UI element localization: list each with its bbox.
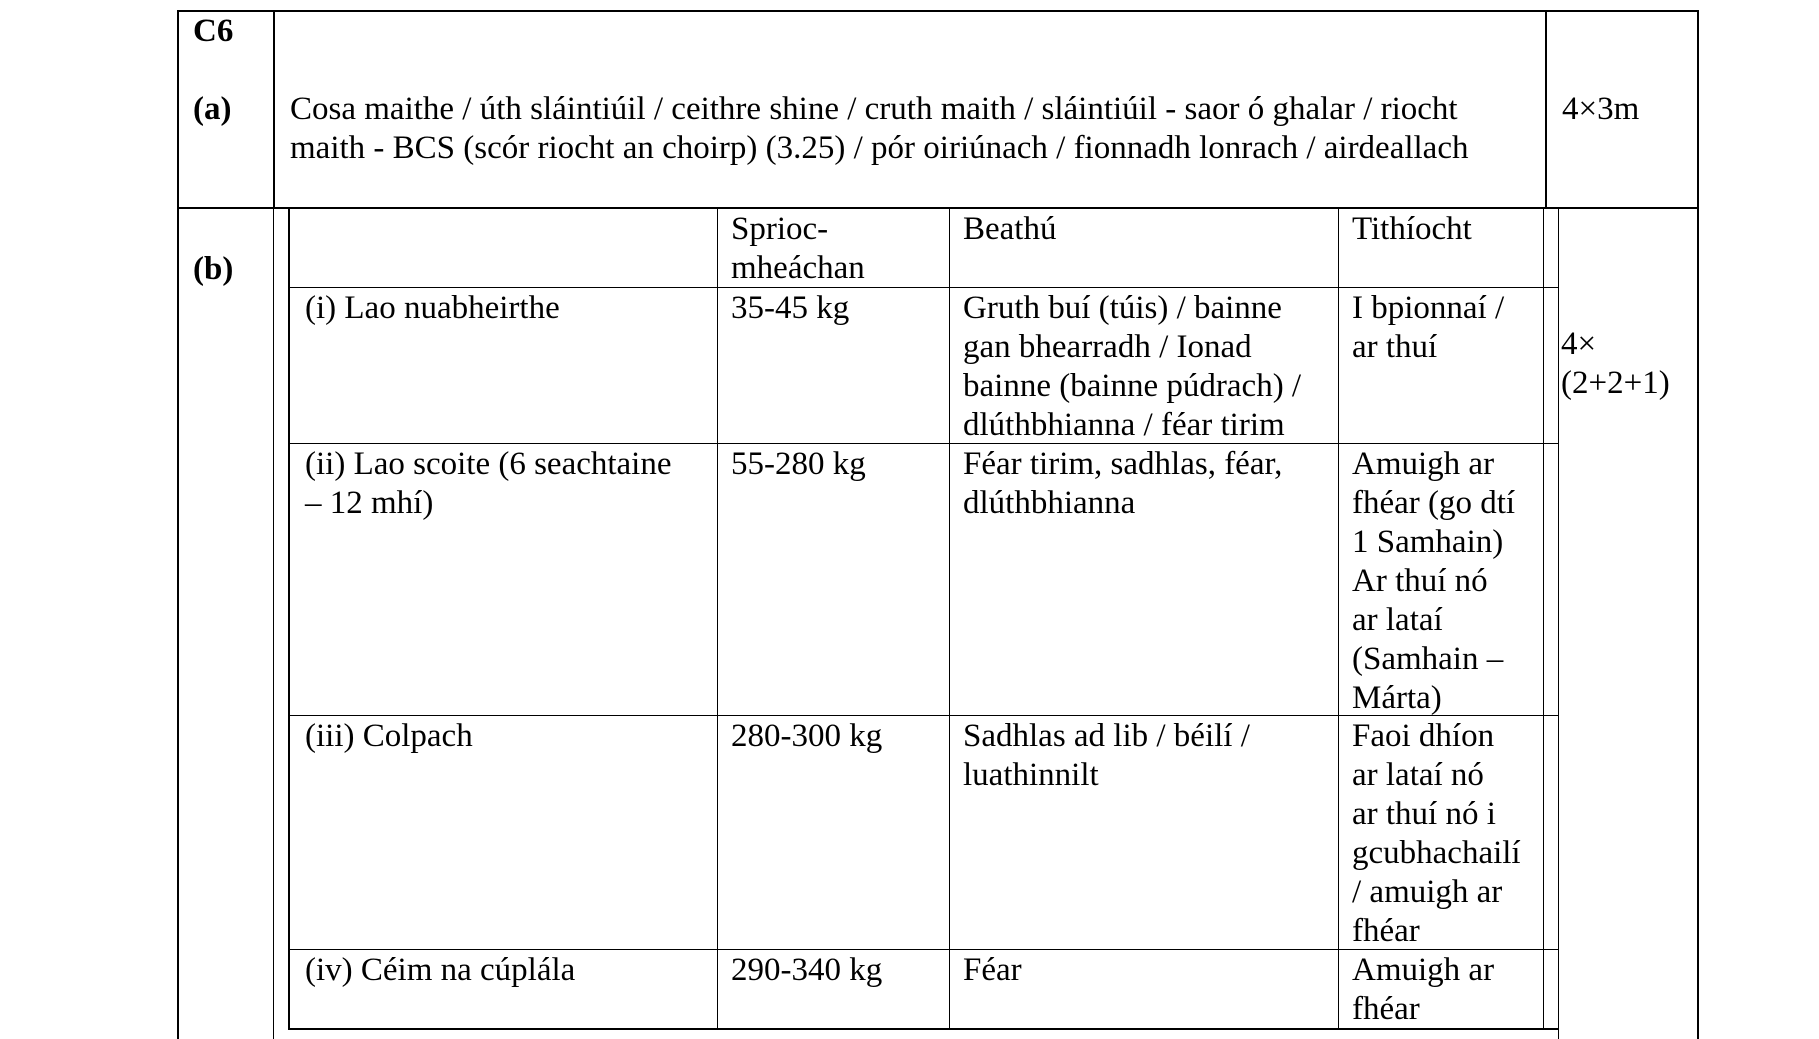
row-4-weight: 290-340 kg bbox=[731, 952, 883, 988]
table-row-line-1 bbox=[288, 443, 1559, 444]
table-col-line-3 bbox=[1338, 207, 1339, 1029]
table-left-border bbox=[288, 207, 290, 1029]
row-1-weight: 35-45 kg bbox=[731, 290, 850, 326]
row-3-feeding: Sadhlas ad lib / béilí / luathinnilt bbox=[963, 718, 1250, 793]
table-right-border bbox=[1543, 207, 1544, 1029]
question-number: C6 bbox=[193, 13, 234, 49]
table-col-line-1 bbox=[717, 207, 718, 1029]
row-4-feeding: Féar bbox=[963, 952, 1022, 988]
outer-right-border bbox=[1697, 10, 1699, 1039]
part-a-answer: Cosa maithe / úth sláintiúil / ceithre shine / cruth maith / sláintiúil - saor ó ghalar / riocht maith - BCS (scór riocht an choirp) (3.25) / pór oiriúnach / fionnadh lonrach / airdeallach bbox=[290, 91, 1469, 166]
row-divider-a-b bbox=[177, 207, 1699, 209]
table-row-line-header bbox=[288, 287, 1559, 288]
row-3-housing: Faoi dhíon ar lataí nó ar thuí nó i gcubhachailí / amuigh ar fhéar bbox=[1352, 718, 1521, 949]
header-housing: Tithíocht bbox=[1352, 211, 1472, 247]
header-target-weight: Sprioc- mheáchan bbox=[731, 211, 865, 286]
row-3-weight: 280-300 kg bbox=[731, 718, 883, 754]
outer-left-border bbox=[177, 10, 179, 1039]
row-2-feeding: Féar tirim, sadhlas, féar, dlúthbhianna bbox=[963, 446, 1283, 521]
row-1-housing: I bpionnaí / ar thuí bbox=[1352, 290, 1505, 365]
part-a-label: (a) bbox=[193, 91, 232, 127]
row-2-weight: 55-280 kg bbox=[731, 446, 866, 482]
row-1-stage: (i) Lao nuabheirthe bbox=[305, 290, 560, 326]
outer-top-border bbox=[177, 10, 1699, 12]
table-outer-right-border bbox=[1558, 207, 1559, 1039]
row-4-housing: Amuigh ar fhéar bbox=[1352, 952, 1495, 1027]
row-2-stage: (ii) Lao scoite (6 seachtaine – 12 mhí) bbox=[305, 446, 672, 521]
row-2-housing: Amuigh ar fhéar (go dtí 1 Samhain) Ar thuí nó ar lataí (Samhain – Márta) bbox=[1352, 446, 1516, 716]
part-b-marks: 4× (2+2+1) bbox=[1561, 326, 1670, 401]
col-divider-left-b bbox=[273, 207, 274, 1039]
col-divider-left bbox=[273, 10, 275, 208]
table-col-line-2 bbox=[949, 207, 950, 1029]
row-1-feeding: Gruth buí (túis) / bainne gan bhearradh / Ionad bainne (bainne púdrach) / dlúthbhianna / féar tirim bbox=[963, 290, 1302, 443]
row-4-stage: (iv) Céim na cúplála bbox=[305, 952, 576, 988]
part-b-label: (b) bbox=[193, 251, 234, 287]
part-a-marks: 4×3m bbox=[1562, 91, 1640, 127]
row-3-stage: (iii) Colpach bbox=[305, 718, 473, 754]
header-feeding: Beathú bbox=[963, 211, 1057, 247]
col-divider-right bbox=[1545, 10, 1547, 208]
